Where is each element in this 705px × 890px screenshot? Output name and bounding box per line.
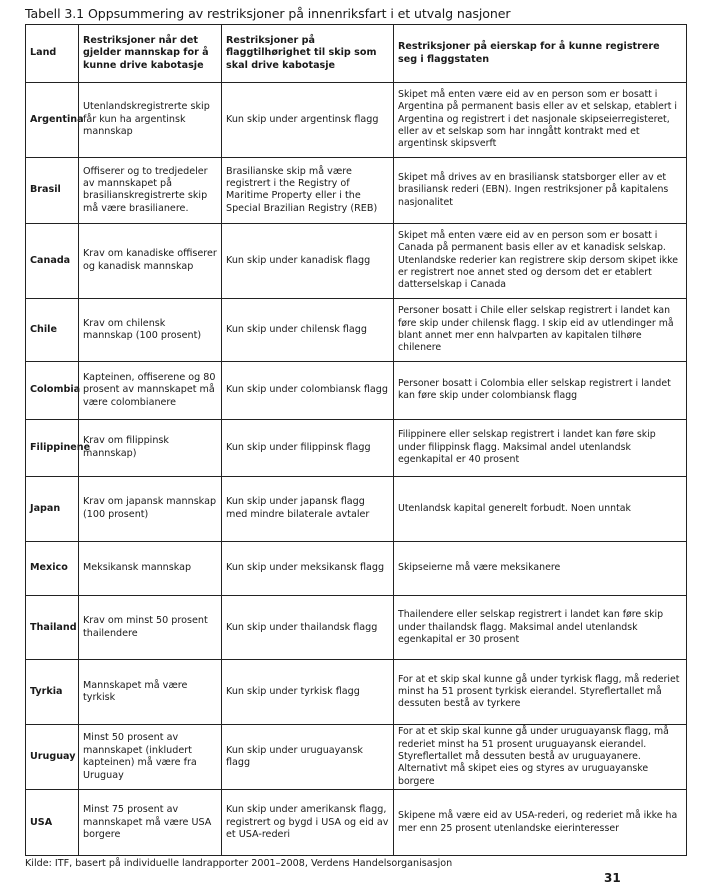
table-row (26, 595, 687, 660)
row-land: Mexico (26, 541, 79, 595)
table-row (26, 660, 687, 725)
row-owner: Utenlandsk kapital generelt forbudt. Noen unntak (394, 477, 687, 542)
row-flag: Kun skip under tyrkisk flagg (222, 660, 394, 725)
header-owner: Restriksjoner på eierskap for å kunne registrere seg i flaggstaten (394, 25, 687, 83)
row-land: Colombia (26, 362, 79, 419)
row-crew: Krav om minst 50 prosent thailendere (79, 595, 222, 660)
row-land: Chile (26, 298, 79, 361)
header-land: Land (26, 25, 79, 83)
row-owner: For at et skip skal kunne gå under uruguayansk flagg, må rederiet minst ha 51 prosent uruguayansk eierandel. Styreflertallet må dessuten bestå av uruguayanere. Alternativt må skipet eies og styres av uruguayanske borgere (394, 724, 687, 790)
row-flag: Kun skip under argentinsk flagg (222, 83, 394, 158)
table-row (26, 541, 687, 595)
row-crew: Krav om japansk mannskap (100 prosent) (79, 477, 222, 542)
restrictions-table (25, 24, 687, 856)
table-row (26, 477, 687, 542)
row-land: Japan (26, 477, 79, 542)
row-flag: Kun skip under colombiansk flagg (222, 362, 394, 419)
row-owner: Personer bosatt i Colombia eller selskap registrert i landet kan føre skip under colombiansk flagg (394, 362, 687, 419)
table-row (26, 724, 687, 790)
table-row (26, 362, 687, 419)
table-row (26, 157, 687, 224)
row-crew: Minst 75 prosent av mannskapet må være USA borgere (79, 790, 222, 856)
row-owner: Thailendere eller selskap registrert i landet kan føre skip under thailandsk flagg. Maksimal andel utenlandsk egenkapital er 30 prosent (394, 595, 687, 660)
header-flag: Restriksjoner på flaggtilhørighet til skip som skal drive kabotasje (222, 25, 394, 83)
row-land: Canada (26, 224, 79, 299)
row-flag: Brasilianske skip må være registrert i the Registry of Maritime Property eller i the Special Brazilian Registry (REB) (222, 157, 394, 224)
table-caption: Tabell 3.1 Oppsummering av restriksjoner på innenriksfart i et utvalg nasjoner (25, 6, 511, 21)
table-row (26, 790, 687, 856)
row-owner: Filippinere eller selskap registrert i landet kan føre skip under filippinsk flagg. Maksimal andel utenlandsk egenkapital er 40 prosent (394, 419, 687, 476)
row-crew: Krav om filippinsk mannskap) (79, 419, 222, 476)
row-flag: Kun skip under amerikansk flagg, registrert og bygd i USA og eid av et USA-rederi (222, 790, 394, 856)
row-crew: Meksikansk mannskap (79, 541, 222, 595)
source-note: Kilde: ITF, basert på individuelle landrapporter 2001–2008, Verdens Handelsorganisasjon (25, 858, 453, 869)
row-crew: Utenlandskregistrerte skip får kun ha argentinsk mannskap (79, 83, 222, 158)
table-row (26, 83, 687, 158)
row-land: Brasil (26, 157, 79, 224)
row-flag: Kun skip under meksikansk flagg (222, 541, 394, 595)
row-land: Filippinene (26, 419, 79, 476)
row-owner: Skipet må drives av en brasiliansk statsborger eller av et brasiliansk rederi (EBN). Ingen restriksjoner på kapitalens nasjonalitet (394, 157, 687, 224)
row-land: USA (26, 790, 79, 856)
row-flag: Kun skip under kanadisk flagg (222, 224, 394, 299)
row-flag: Kun skip under uruguayansk flagg (222, 724, 394, 790)
row-owner: Personer bosatt i Chile eller selskap registrert i landet kan føre skip under chilensk flagg. I skip eid av utlendinger må blant annet mer enn halvparten av kapitalen tilhøre chilenere (394, 298, 687, 361)
header-crew: Restriksjoner når det gjelder mannskap for å kunne drive kabotasje (79, 25, 222, 83)
table-header-row (26, 25, 687, 83)
table-row (26, 419, 687, 476)
row-land: Argentina (26, 83, 79, 158)
row-flag: Kun skip under thailandsk flagg (222, 595, 394, 660)
row-flag: Kun skip under filippinsk flagg (222, 419, 394, 476)
row-owner: Skipet må enten være eid av en person som er bosatt i Canada på permanent basis eller av et kanadisk selskap. Utenlandske rederier kan registrere skip dersom skipet ikke er registrert noe annet sted og dersom det er etablert datterselskap i Canada (394, 224, 687, 299)
row-owner: Skipene må være eid av USA-rederi, og rederiet må ikke ha mer enn 25 prosent utenlandske eierinteresser (394, 790, 687, 856)
row-crew: Krav om chilensk mannskap (100 prosent) (79, 298, 222, 361)
row-crew: Kapteinen, offiserene og 80 prosent av mannskapet må være colombianere (79, 362, 222, 419)
row-crew: Offiserer og to tredjedeler av mannskapet på brasilianskregistrerte skip må være brasilianere. (79, 157, 222, 224)
row-flag: Kun skip under japansk flagg med mindre bilaterale avtaler (222, 477, 394, 542)
page-number: 31 (604, 871, 621, 885)
row-owner: For at et skip skal kunne gå under tyrkisk flagg, må rederiet minst ha 51 prosent tyrkisk eierandel. Styreflertallet må dessuten bestå av tyrkere (394, 660, 687, 725)
row-owner: Skipet må enten være eid av en person som er bosatt i Argentina på permanent basis eller av et selskap, etablert i Argentina og registrert i det nasjonale skipseierregisteret, eller av et selskap som har inngått kontrakt med et argentinsk skipsverft (394, 83, 687, 158)
row-owner: Skipseierne må være meksikanere (394, 541, 687, 595)
row-land: Tyrkia (26, 660, 79, 725)
table-row (26, 298, 687, 361)
row-flag: Kun skip under chilensk flagg (222, 298, 394, 361)
row-land: Thailand (26, 595, 79, 660)
row-crew: Krav om kanadiske offiserer og kanadisk mannskap (79, 224, 222, 299)
table-row (26, 224, 687, 299)
row-crew: Minst 50 prosent av mannskapet (inkludert kapteinen) må være fra Uruguay (79, 724, 222, 790)
row-crew: Mannskapet må være tyrkisk (79, 660, 222, 725)
row-land: Uruguay (26, 724, 79, 790)
